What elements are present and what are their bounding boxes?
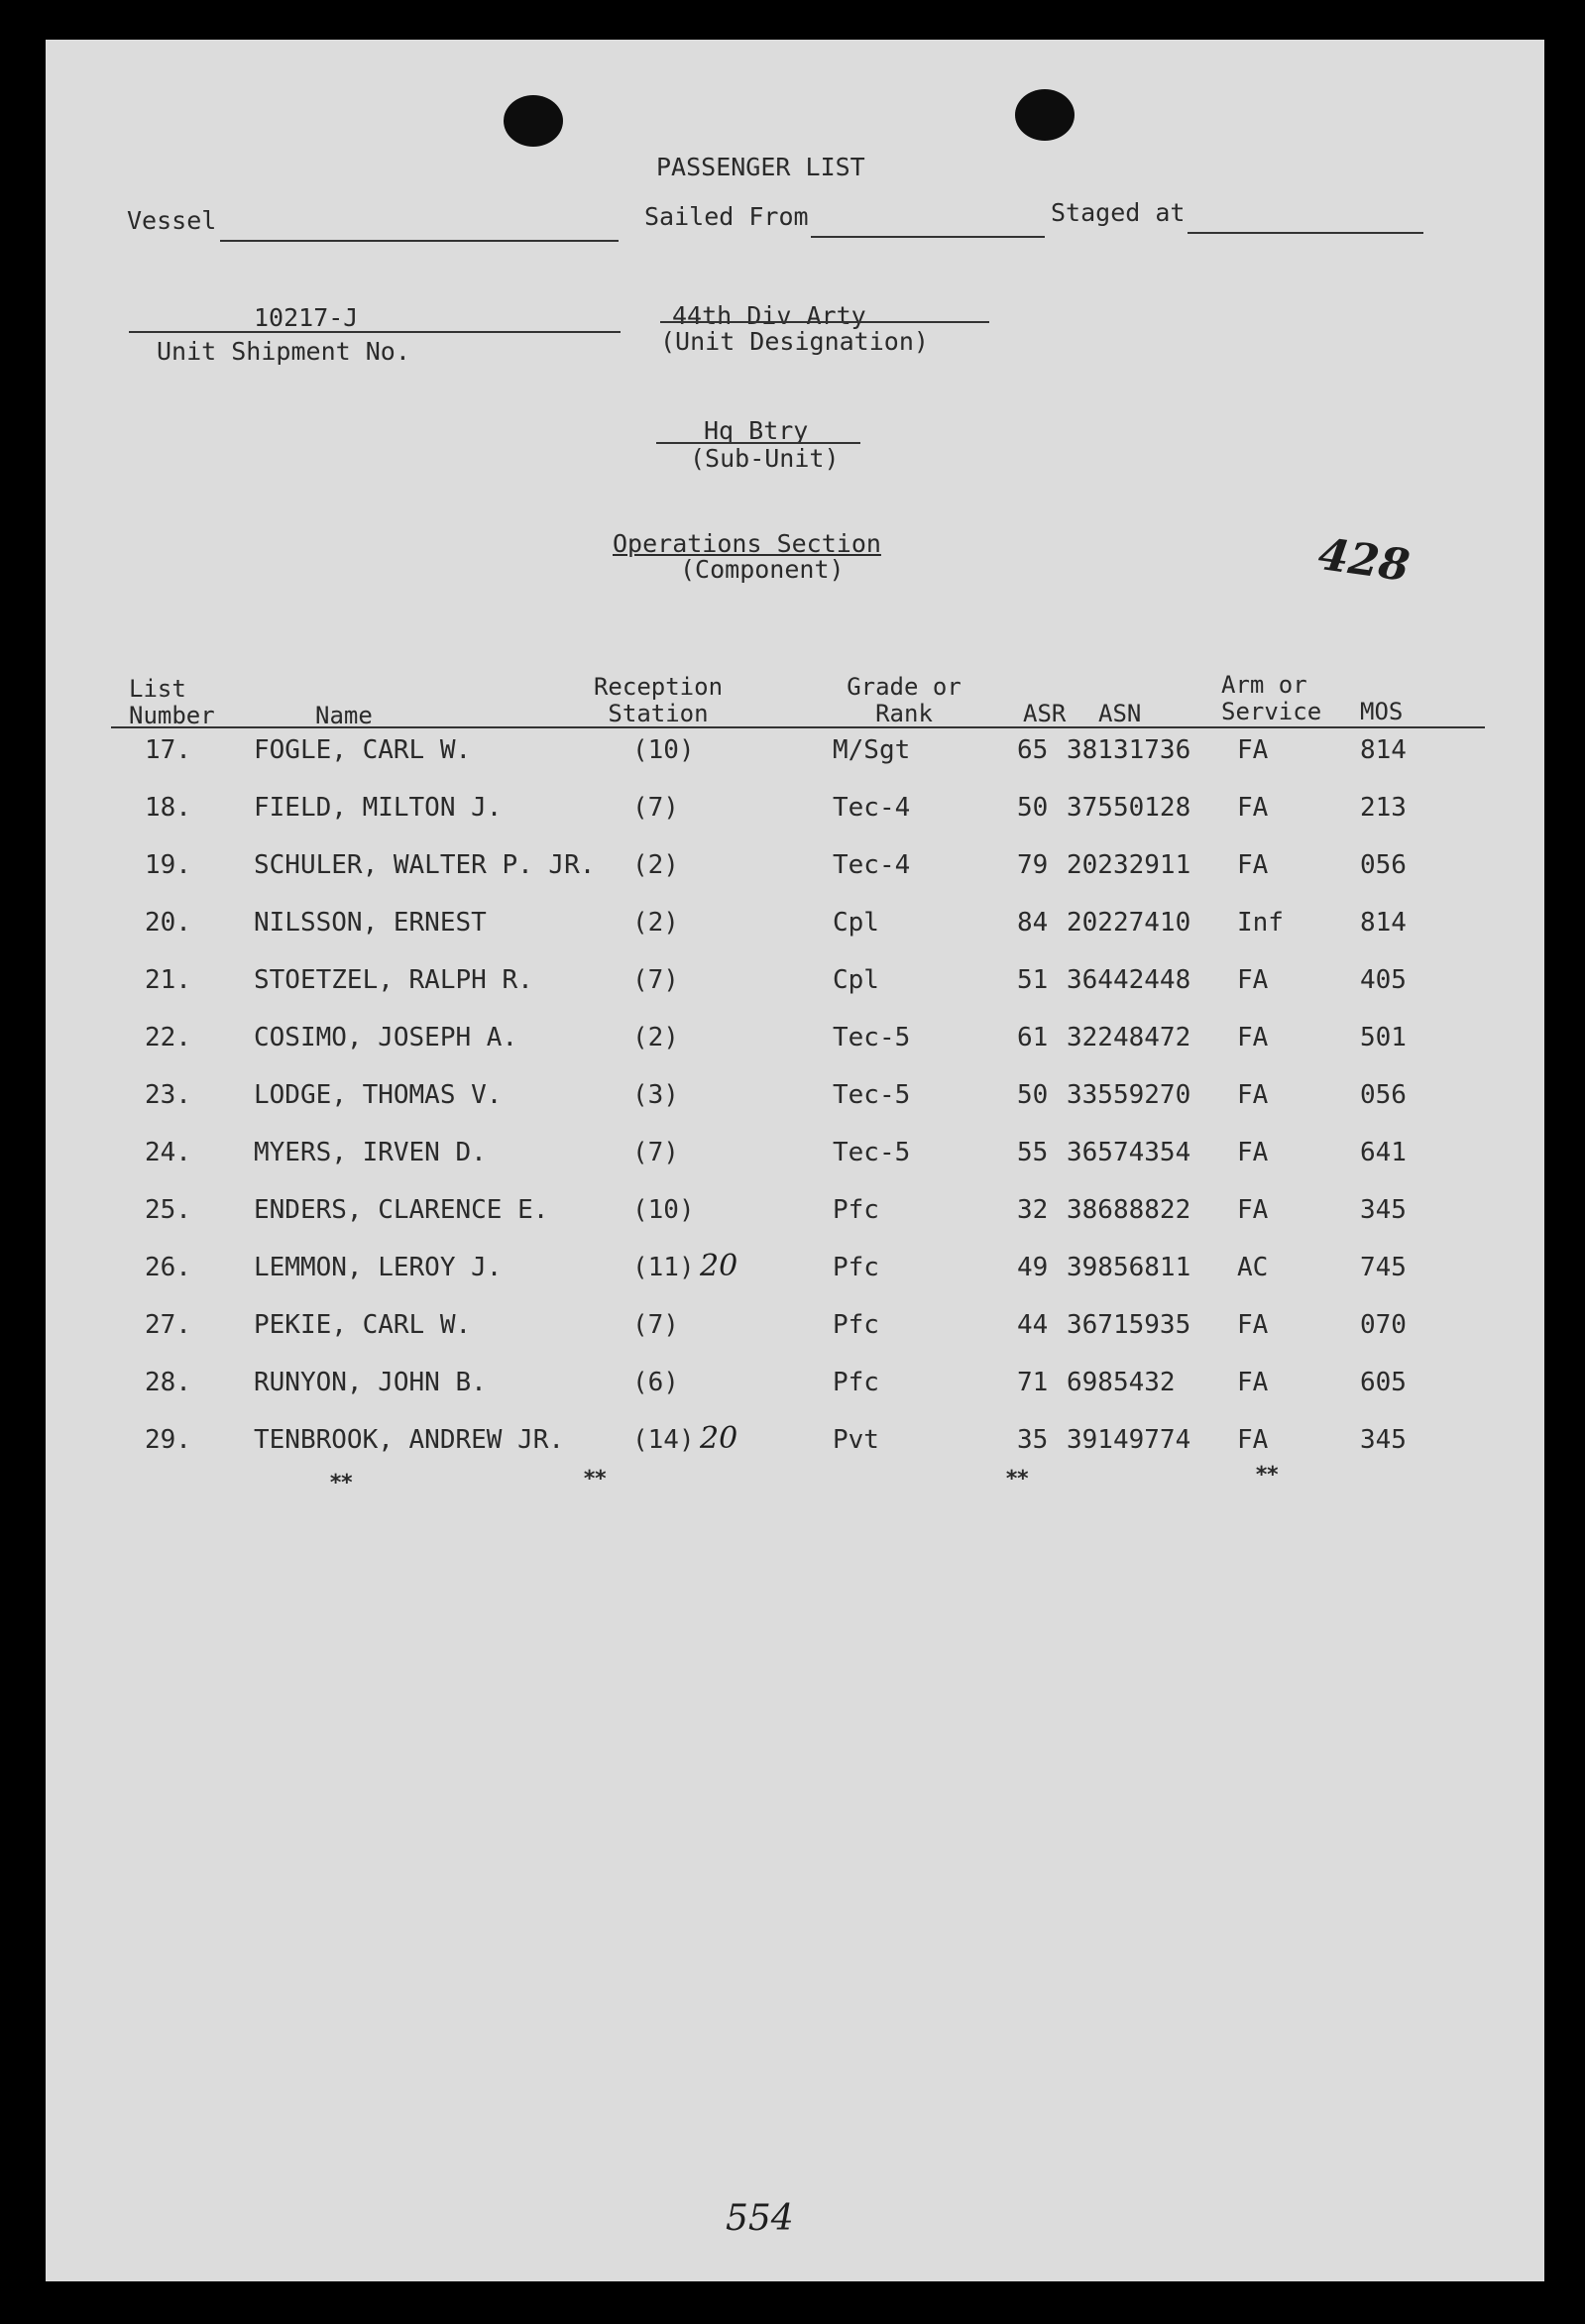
reception-station-cell: (7) [632,1138,679,1167]
arm-service-cell: Inf [1237,908,1284,938]
header-name: Name [315,702,373,729]
asn-cell: 33559270 [1067,1080,1191,1110]
mos-cell: 814 [1360,908,1407,938]
mos-cell: 345 [1360,1195,1407,1225]
sailed-from-line [811,236,1045,238]
asr-cell: 49 [1017,1253,1049,1282]
mos-cell: 814 [1360,735,1407,765]
list-number-cell: 21. [145,965,191,995]
list-number-cell: 28. [145,1368,191,1397]
mos-cell: 345 [1360,1425,1407,1455]
reception-station-cell: (2) [632,850,679,880]
reception-station-cell: (2) [632,1023,679,1052]
header-mos: MOS [1360,698,1404,725]
arm-service-cell: FA [1237,793,1269,823]
asn-cell: 32248472 [1067,1023,1191,1052]
unit-shipment-line [129,331,621,333]
arm-service-cell: AC [1237,1253,1269,1282]
mos-cell: 213 [1360,793,1407,823]
asn-cell: 36574354 [1067,1138,1191,1167]
list-number-cell: 17. [145,735,191,765]
mos-cell: 405 [1360,965,1407,995]
document-page [46,40,1544,2281]
list-number-cell: 20. [145,908,191,938]
asn-cell: 39149774 [1067,1425,1191,1455]
unit-shipment-label: Unit Shipment No. [157,337,410,366]
list-number-cell: 27. [145,1310,191,1340]
asr-cell: 55 [1017,1138,1049,1167]
mos-cell: 605 [1360,1368,1407,1397]
name-cell: ENDERS, CLARENCE E. [254,1195,549,1225]
grade-cell: M/Sgt [833,735,911,765]
grade-cell: Pvt [833,1425,879,1455]
grade-cell: Cpl [833,965,879,995]
header-reception-station: Reception Station [593,673,724,727]
asn-cell: 38131736 [1067,735,1191,765]
reception-station-cell: (14) [632,1425,695,1455]
sub-unit-label: (Sub-Unit) [690,444,840,473]
asr-cell: 50 [1017,1080,1049,1110]
list-number-cell: 24. [145,1138,191,1167]
reception-station-cell: (2) [632,908,679,938]
grade-cell: Pfc [833,1195,879,1225]
name-cell: FIELD, MILTON J. [254,793,503,823]
name-cell: STOETZEL, RALPH R. [254,965,533,995]
asn-cell: 20232911 [1067,850,1191,880]
header-list-number: List Number [129,675,215,729]
arm-service-cell: FA [1237,850,1269,880]
header-asn: ASN [1098,700,1142,727]
header-asr: ASR [1023,700,1067,727]
component: Operations Section [613,529,881,558]
asr-cell: 51 [1017,965,1049,995]
asn-cell: 39856811 [1067,1253,1191,1282]
staged-at-line [1188,232,1423,234]
unit-shipment-number: 10217-J [254,303,359,332]
vessel-label: Vessel [127,206,217,235]
unit-designation: 44th Div Arty [672,301,866,330]
footnote-mark: ** [1255,1463,1278,1488]
arm-service-cell: FA [1237,1138,1269,1167]
arm-service-cell: FA [1237,965,1269,995]
document-title: PASSENGER LIST [656,153,865,181]
name-cell: MYERS, IRVEN D. [254,1138,487,1167]
mos-cell: 501 [1360,1023,1407,1052]
asr-cell: 32 [1017,1195,1049,1225]
asr-cell: 44 [1017,1310,1049,1340]
grade-cell: Tec-4 [833,850,911,880]
footnote-mark: ** [329,1471,352,1495]
footnote-mark: ** [1005,1467,1028,1492]
name-cell: SCHULER, WALTER P. JR. [254,850,596,880]
station-handwritten-note: 20 [700,1249,738,1283]
list-number-cell: 29. [145,1425,191,1455]
grade-cell: Tec-5 [833,1138,911,1167]
reception-station-cell: (10) [632,1195,695,1225]
list-number-cell: 23. [145,1080,191,1110]
footnote-mark: ** [583,1467,606,1492]
mos-cell: 070 [1360,1310,1407,1340]
arm-service-cell: FA [1237,1023,1269,1052]
asn-cell: 36715935 [1067,1310,1191,1340]
page-number: 554 [726,2198,794,2239]
asr-cell: 61 [1017,1023,1049,1052]
name-cell: NILSSON, ERNEST [254,908,487,938]
list-number-cell: 18. [145,793,191,823]
arm-service-cell: FA [1237,1368,1269,1397]
station-handwritten-note: 20 [700,1421,738,1456]
unit-designation-label: (Unit Designation) [660,327,929,356]
reception-station-cell: (11) [632,1253,695,1282]
component-label: (Component) [680,555,845,584]
list-number-cell: 19. [145,850,191,880]
asr-cell: 84 [1017,908,1049,938]
punch-hole [1015,89,1075,141]
asn-cell: 6985432 [1067,1368,1176,1397]
grade-cell: Tec-4 [833,793,911,823]
reception-station-cell: (7) [632,1310,679,1340]
arm-service-cell: FA [1237,735,1269,765]
name-cell: PEKIE, CARL W. [254,1310,472,1340]
stamp-number: 428 [1314,528,1413,593]
asr-cell: 65 [1017,735,1049,765]
header-grade-rank: Grade or Rank [847,673,962,727]
name-cell: TENBROOK, ANDREW JR. [254,1425,565,1455]
grade-cell: Tec-5 [833,1023,911,1052]
name-cell: LODGE, THOMAS V. [254,1080,503,1110]
list-number-cell: 22. [145,1023,191,1052]
name-cell: LEMMON, LEROY J. [254,1253,503,1282]
reception-station-cell: (7) [632,965,679,995]
staged-at-label: Staged at [1051,198,1186,227]
header-arm-service: Arm or Service [1221,671,1322,725]
grade-cell: Pfc [833,1368,879,1397]
grade-cell: Pfc [833,1253,879,1282]
name-cell: COSIMO, JOSEPH A. [254,1023,518,1052]
mos-cell: 056 [1360,850,1407,880]
sub-unit: Hq Btry [704,416,809,445]
vessel-line [220,240,619,242]
grade-cell: Tec-5 [833,1080,911,1110]
asr-cell: 79 [1017,850,1049,880]
asn-cell: 20227410 [1067,908,1191,938]
name-cell: FOGLE, CARL W. [254,735,472,765]
header-rule [111,726,1485,728]
mos-cell: 745 [1360,1253,1407,1282]
punch-hole [504,95,563,147]
reception-station-cell: (7) [632,793,679,823]
asn-cell: 36442448 [1067,965,1191,995]
mos-cell: 056 [1360,1080,1407,1110]
asr-cell: 50 [1017,793,1049,823]
reception-station-cell: (10) [632,735,695,765]
grade-cell: Pfc [833,1310,879,1340]
name-cell: RUNYON, JOHN B. [254,1368,487,1397]
asn-cell: 37550128 [1067,793,1191,823]
list-number-cell: 25. [145,1195,191,1225]
reception-station-cell: (6) [632,1368,679,1397]
reception-station-cell: (3) [632,1080,679,1110]
unit-designation-line [660,321,989,323]
asr-cell: 35 [1017,1425,1049,1455]
sailed-from-label: Sailed From [644,202,809,231]
arm-service-cell: FA [1237,1425,1269,1455]
asn-cell: 38688822 [1067,1195,1191,1225]
grade-cell: Cpl [833,908,879,938]
list-number-cell: 26. [145,1253,191,1282]
asr-cell: 71 [1017,1368,1049,1397]
arm-service-cell: FA [1237,1195,1269,1225]
arm-service-cell: FA [1237,1080,1269,1110]
arm-service-cell: FA [1237,1310,1269,1340]
mos-cell: 641 [1360,1138,1407,1167]
